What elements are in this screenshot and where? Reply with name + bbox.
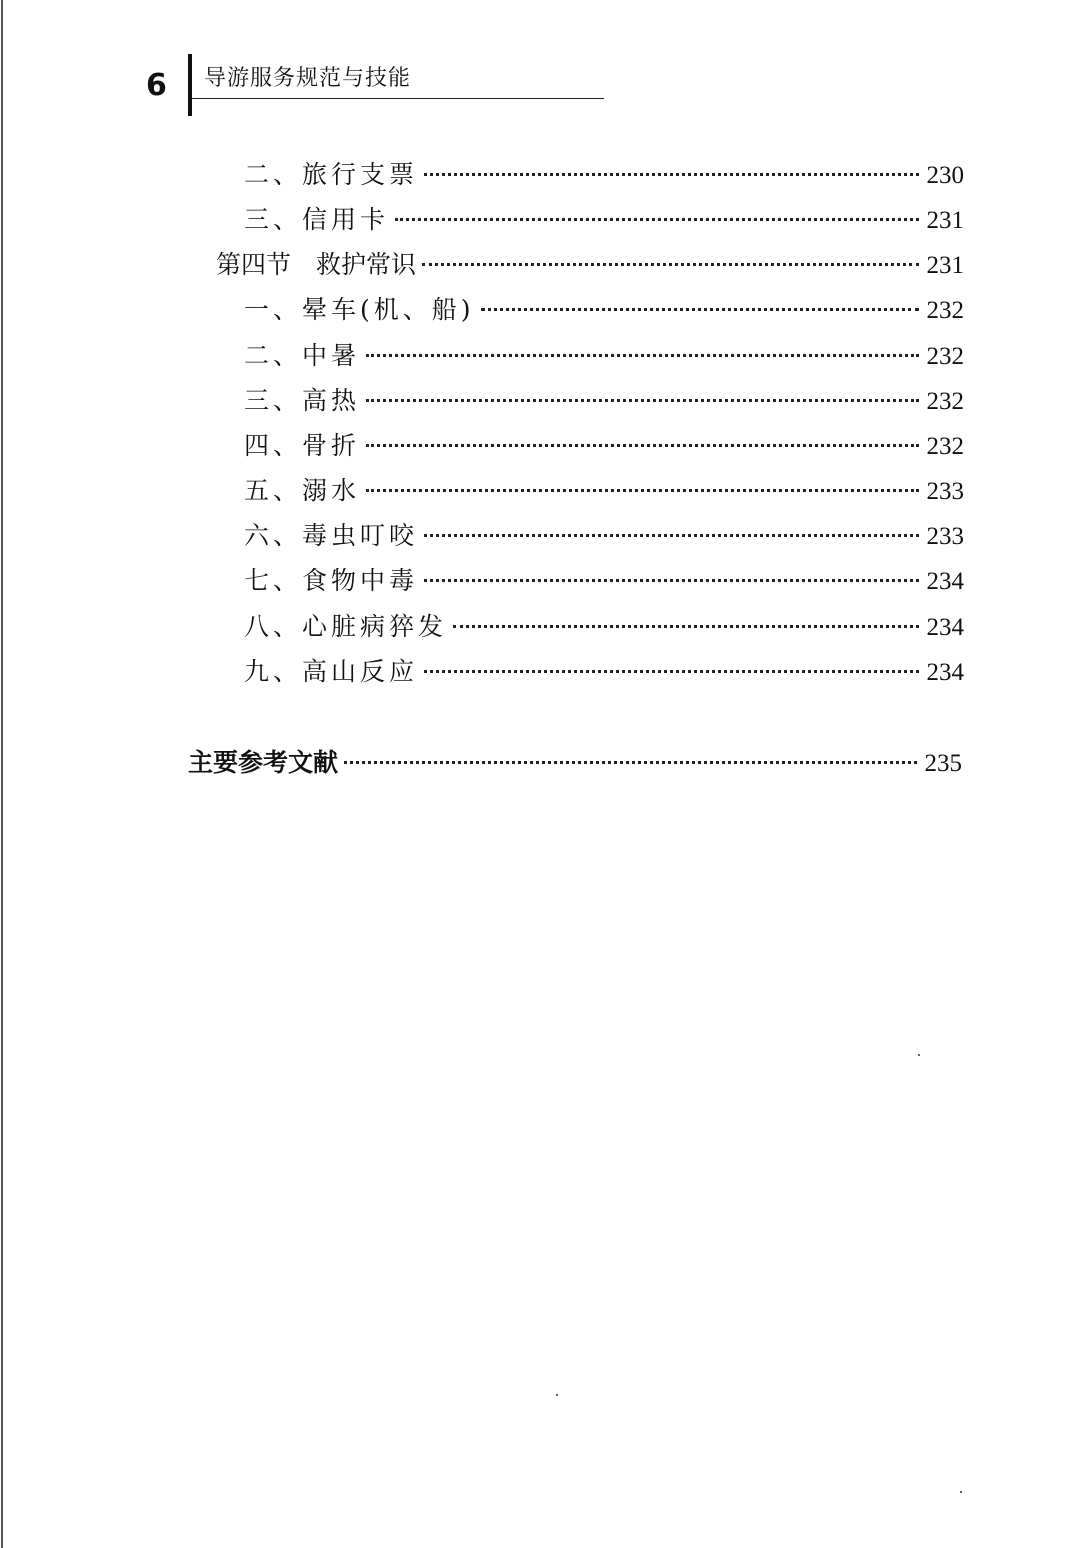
toc-entry-page: 231 <box>926 207 964 234</box>
toc-entry-page: 235 <box>924 750 962 777</box>
toc-leader-dots <box>366 444 918 447</box>
toc-entry-label: 二、中暑 <box>244 341 361 370</box>
toc-entry-label: 二、旅行支票 <box>244 160 419 189</box>
scan-speck <box>556 1394 558 1396</box>
toc-entry-drowning[interactable] <box>244 471 964 511</box>
toc-entry-fracture[interactable] <box>244 426 964 466</box>
running-head-title: 导游服务规范与技能 <box>204 66 412 91</box>
toc-references-label: 主要参考文献 <box>188 748 339 777</box>
header-vertical-rule <box>188 54 192 116</box>
toc-entry-label: 七、食物中毒 <box>244 566 419 595</box>
page-header <box>0 0 1080 120</box>
toc-entry-credit-card[interactable] <box>244 200 964 240</box>
toc-leader-dots <box>366 489 918 492</box>
toc-entry-heatstroke[interactable] <box>244 336 964 376</box>
toc-entry-label: 五、溺水 <box>244 476 361 505</box>
toc-entry-page: 234 <box>926 659 964 686</box>
toc-section-first-aid[interactable] <box>216 245 964 285</box>
page-left-edge <box>1 0 3 1548</box>
toc-leader-dots <box>424 579 918 582</box>
toc-entry-label: 四、骨折 <box>244 431 361 460</box>
toc-entry-label: 一、晕车(机、船) <box>244 295 475 324</box>
toc-entry-page: 233 <box>926 478 964 505</box>
toc-leader-dots <box>424 534 918 537</box>
toc-entry-heart-attack[interactable] <box>244 607 964 647</box>
toc-leader-dots <box>366 399 918 402</box>
toc-entry-page: 232 <box>926 433 964 460</box>
toc-entry-motion-sickness[interactable] <box>244 290 964 330</box>
toc-leader-dots <box>453 625 918 628</box>
toc-entry-references[interactable] <box>188 743 962 783</box>
toc-entry-page: 232 <box>926 297 964 324</box>
toc-entry-page: 232 <box>926 388 964 415</box>
toc-entry-high-fever[interactable] <box>244 381 964 421</box>
toc-entry-label: 三、高热 <box>244 386 361 415</box>
toc-entry-altitude-sickness[interactable] <box>244 652 964 692</box>
toc-entry-label: 九、高山反应 <box>244 657 419 686</box>
toc-entry-label: 三、信用卡 <box>244 205 390 234</box>
scan-speck <box>918 1054 920 1056</box>
toc-entry-page: 234 <box>926 614 964 641</box>
header-horizontal-rule <box>192 98 604 99</box>
toc-entry-insect-bites[interactable] <box>244 516 964 556</box>
toc-entry-label: 八、心脏病猝发 <box>244 612 448 641</box>
toc-leader-dots <box>424 173 918 176</box>
toc-leader-dots <box>395 218 918 221</box>
toc-entry-page: 234 <box>926 568 964 595</box>
page-number: 6 <box>146 68 167 103</box>
toc-entry-page: 231 <box>926 252 964 279</box>
toc-entry-food-poisoning[interactable] <box>244 561 964 601</box>
toc-entry-label: 六、毒虫叮咬 <box>244 521 419 550</box>
toc-leader-dots <box>422 263 918 266</box>
toc-section-label: 第四节 救护常识 <box>216 250 417 279</box>
toc-entry-page: 233 <box>926 523 964 550</box>
toc-leader-dots <box>344 761 916 764</box>
toc-entry-travelers-cheque[interactable] <box>244 155 964 195</box>
toc-leader-dots <box>424 670 918 673</box>
scan-speck <box>960 1491 962 1493</box>
toc-entry-page: 232 <box>926 343 964 370</box>
toc-entry-page: 230 <box>926 162 964 189</box>
toc-leader-dots <box>481 308 919 311</box>
toc-leader-dots <box>366 354 918 357</box>
